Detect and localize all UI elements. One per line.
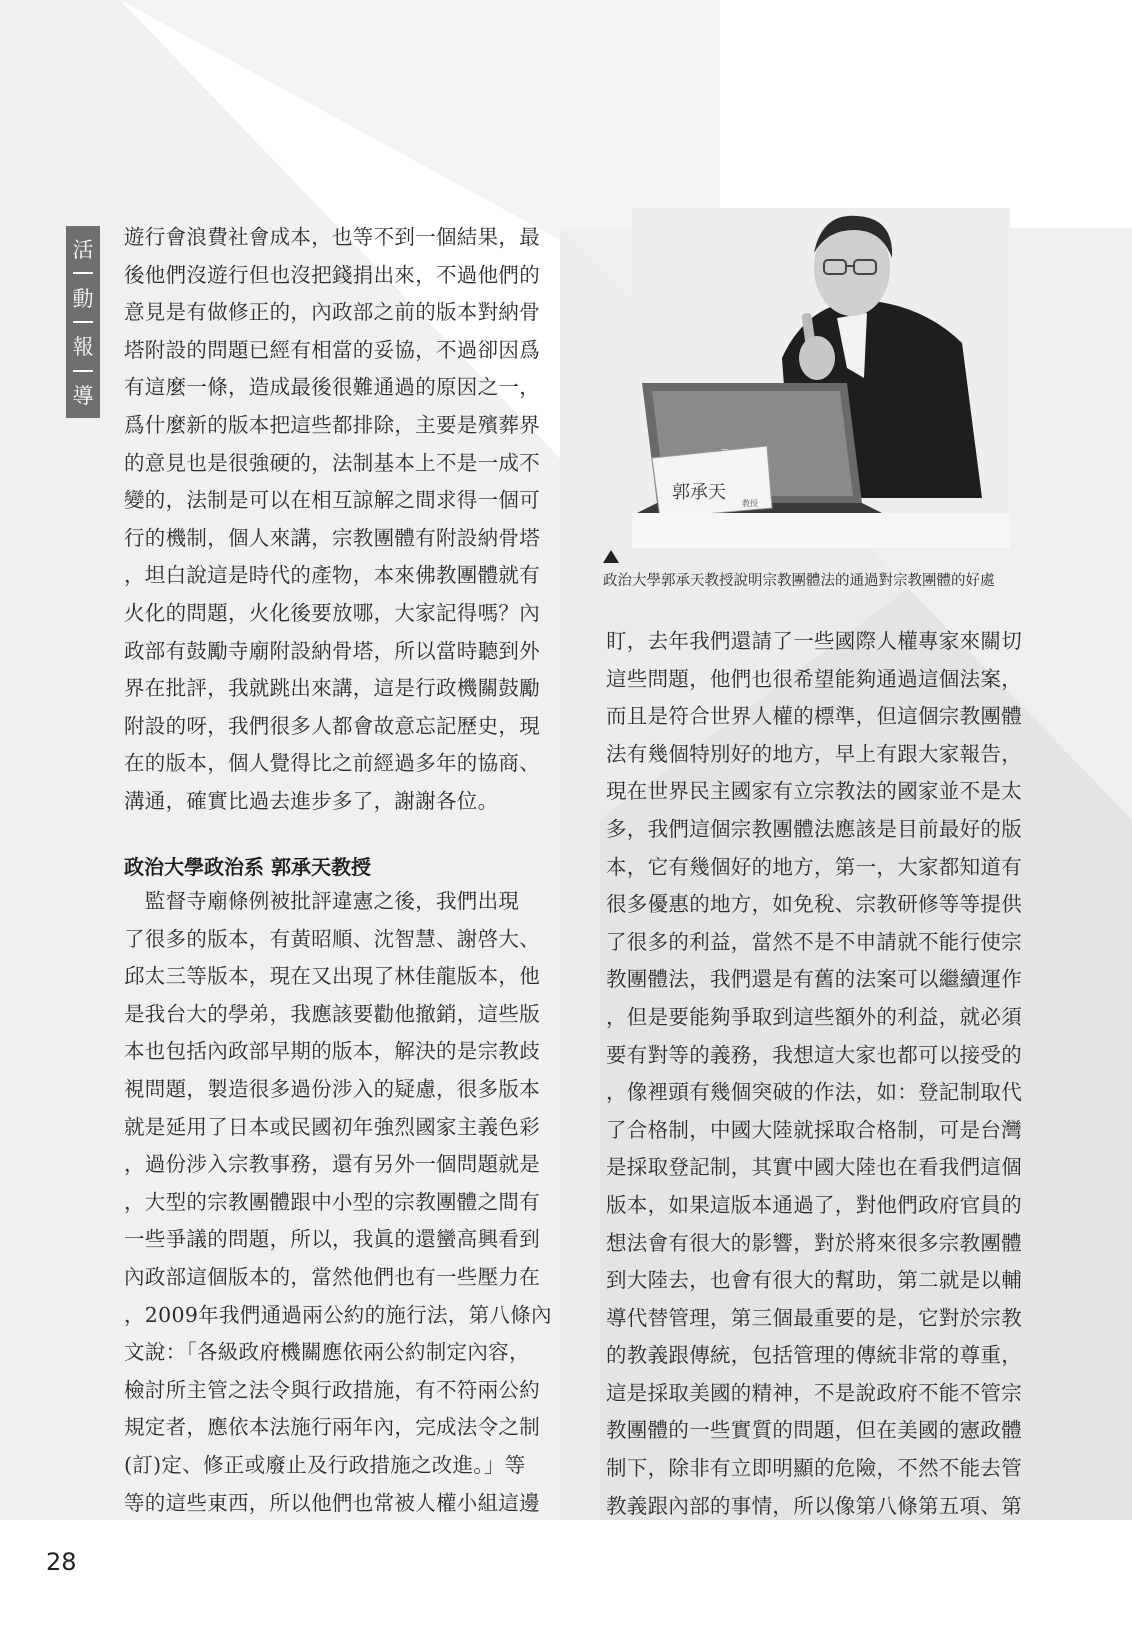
section-tag-char: 活 <box>72 238 94 263</box>
text-line: 教團體的一些實質的問題，但在美國的憲政體 <box>606 1418 1022 1443</box>
text-line: 變的，法制是可以在相互諒解之間求得一個可 <box>124 488 540 513</box>
text-line: 火化的問題，火化後要放哪，大家記得嗎？內 <box>124 600 540 625</box>
text-line: 附設的呀，我們很多人都會故意忘記歷史，現 <box>124 713 540 738</box>
text-line: 了很多的版本，有黃昭順、沈智慧、謝啓大、 <box>124 926 540 951</box>
text-line: ，像裡頭有幾個突破的作法，如：登記制取代 <box>606 1080 1022 1105</box>
text-line: ，2009年我們通過兩公約的施行法，第八條內 <box>124 1302 552 1327</box>
section-tag-separator <box>73 370 93 372</box>
text-line: 法有幾個特別好的地方，早上有跟大家報告， <box>606 741 1022 766</box>
text-line: 本，它有幾個好的地方，第一，大家都知道有 <box>606 854 1022 879</box>
nameplate-name: 郭承天 <box>672 482 726 503</box>
section-tag-char: 報 <box>72 335 94 360</box>
section-tag-separator <box>73 321 93 323</box>
caption-triangle-icon <box>603 550 619 563</box>
text-line: 盯，去年我們還請了一些國際人權專家來關切 <box>606 629 1022 653</box>
text-line: ，坦白說這是時代的產物，本來佛教團體就有 <box>124 563 540 588</box>
text-line: ，大型的宗教團體跟中小型的宗教團體之間有 <box>124 1189 540 1214</box>
text-line: (訂)定、修正或廢止及行政措施之改進。」等 <box>124 1452 526 1477</box>
section-tag-char: 動 <box>72 286 94 311</box>
text-line: 是我台大的學弟，我應該要勸他撤銷，這些版 <box>124 1001 540 1026</box>
text-line: 的教義跟傳統，包括管理的傳統非常的尊重， <box>606 1343 1022 1368</box>
section-tag-separator <box>73 272 93 274</box>
text-line: 後他們沒遊行但也沒把錢捐出來，不過他們的 <box>124 262 540 287</box>
text-line: 監督寺廟條例被批評違憲之後，我們出現 <box>124 889 520 913</box>
text-line: 很多優惠的地方，如免稅、宗教研修等等提供 <box>606 892 1022 917</box>
text-line: ，但是要能夠爭取到這些額外的利益，就必須 <box>606 1004 1022 1029</box>
text-line: 了很多的利益，當然不是不申請就不能行使宗 <box>606 929 1022 954</box>
speaker-heading: 政治大學政治系 郭承天教授 <box>124 855 371 879</box>
photo-caption: 政治大學郭承天教授說明宗教團體法的通過對宗教團體的好處 <box>603 573 995 589</box>
text-line: 了合格制，中國大陸就採取合格制，可是台灣 <box>606 1117 1022 1142</box>
text-line: 導代替管理，第三個最重要的是，它對於宗教 <box>606 1305 1022 1330</box>
page-number: 28 <box>46 1548 77 1576</box>
text-line: 本也包括內政部早期的版本，解決的是宗教歧 <box>124 1039 540 1064</box>
section-tag <box>66 226 100 418</box>
text-line: 要有對等的義務，我想這大家也都可以接受的 <box>606 1042 1022 1067</box>
text-line: 文說：「各級政府機關應依兩公約制定內容， <box>124 1340 530 1365</box>
text-line: 界在批評，我就跳出來講，這是行政機關鼓勵 <box>124 676 540 701</box>
text-line: 在的版本，個人覺得比之前經過多年的協商、 <box>124 751 540 776</box>
right-column-text <box>606 623 1026 1525</box>
text-line: 這是採取美國的精神，不是說政府不能不管宗 <box>606 1380 1022 1405</box>
text-line: 是採取登記制，其實中國大陸也在看我們這個 <box>606 1155 1022 1180</box>
left-column-top-text <box>124 219 544 821</box>
text-line: 政部有鼓勵寺廟附設納骨塔，所以當時聽到外 <box>124 638 540 663</box>
text-line: 檢討所主管之法令與行政措施，有不符兩公約 <box>124 1377 540 1402</box>
left-column-bottom-text <box>124 883 552 1522</box>
text-line: 現在世界民主國家有立宗教法的國家並不是太 <box>606 779 1022 804</box>
text-line: 這些問題，他們也很希望能夠通過這個法案， <box>606 666 1022 691</box>
text-line: 視問題，製造很多過份涉入的疑慮，很多版本 <box>124 1076 540 1101</box>
text-line: 一些爭議的問題，所以，我眞的還蠻高興看到 <box>124 1227 540 1252</box>
text-line: 到大陸去，也會有很大的幫助，第二就是以輔 <box>606 1268 1022 1293</box>
text-line: 多，我們這個宗教團體法應該是目前最好的版 <box>606 816 1022 841</box>
text-line: 行的機制，個人來講，宗教團體有附設納骨塔 <box>124 525 540 550</box>
text-line: 版本，如果這版本通過了，對他們政府官員的 <box>606 1192 1022 1217</box>
text-line: ，過份涉入宗教事務，還有另外一個問題就是 <box>124 1152 540 1177</box>
text-line: 意見是有做修正的，內政部之前的版本對納骨 <box>124 300 540 325</box>
section-tag-char: 導 <box>72 383 94 408</box>
text-line: 內政部這個版本的，當然他們也有一些壓力在 <box>124 1264 540 1289</box>
text-line: 邱太三等版本，現在又出現了林佳龍版本，他 <box>124 964 540 989</box>
text-line: 有這麼一條，造成最後很難通過的原因之一， <box>124 375 540 400</box>
text-line: 的意見也是很強硬的，法制基本上不是一成不 <box>124 450 540 475</box>
speaker-photo <box>632 208 1010 548</box>
text-line: 教團體法，我們還是有舊的法案可以繼續運作 <box>606 967 1022 992</box>
text-line: 教義跟內部的事情，所以像第八條第五項、第 <box>606 1493 1022 1518</box>
text-line: 制下，除非有立即明顯的危險，不然不能去管 <box>606 1456 1022 1481</box>
text-line: 遊行會浪費社會成本，也等不到一個結果，最 <box>124 225 540 249</box>
text-line: 規定者，應依本法施行兩年內，完成法令之制 <box>124 1415 540 1440</box>
text-line: 等的這些東西，所以他們也常被人權小組這邊 <box>124 1490 540 1515</box>
nameplate-title: 教授 <box>742 499 758 508</box>
text-line: 爲什麼新的版本把這些都排除，主要是殯葬界 <box>124 412 540 437</box>
text-line: 想法會有很大的影響，對於將來很多宗教團體 <box>606 1230 1022 1255</box>
text-line: 就是延用了日本或民國初年強烈國家主義色彩 <box>124 1114 540 1139</box>
text-line: 而且是符合世界人權的標準，但這個宗教團體 <box>606 704 1022 729</box>
text-line: 塔附設的問題已經有相當的妥協，不過卻因爲 <box>124 337 540 362</box>
text-line: 溝通，確實比過去進步多了，謝謝各位。 <box>124 788 499 813</box>
